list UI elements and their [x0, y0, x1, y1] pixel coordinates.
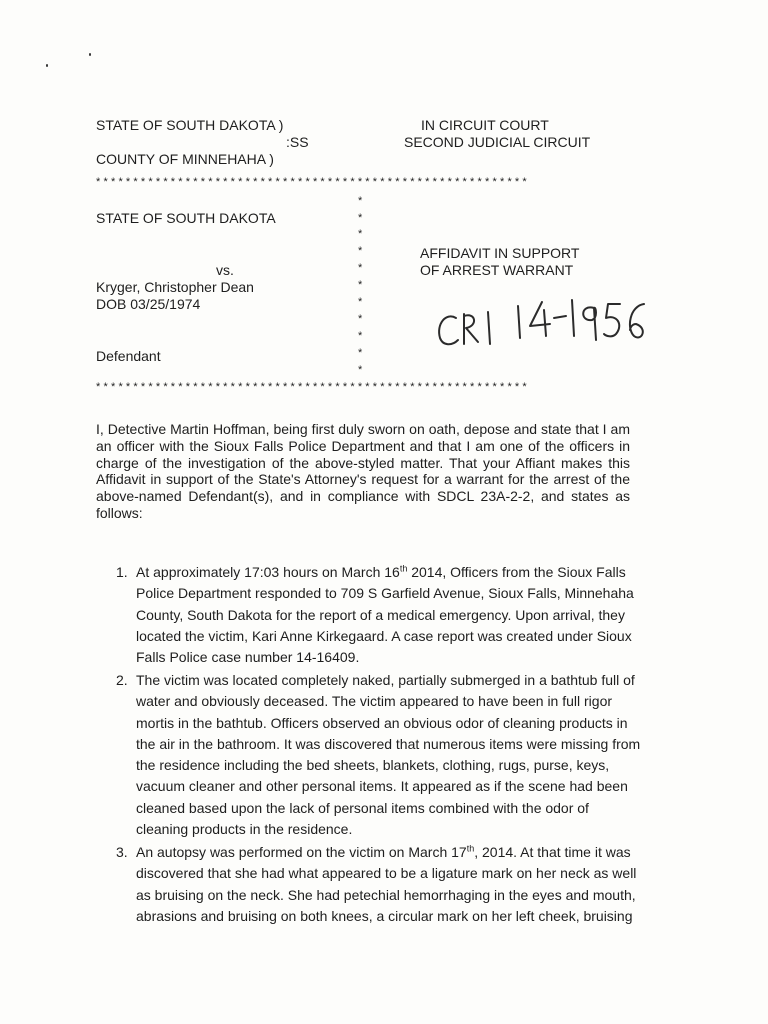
plaintiff: STATE OF SOUTH DAKOTA — [96, 210, 276, 226]
scan-speck — [46, 64, 48, 67]
ss-line: :SS — [286, 134, 309, 150]
document-title-line-1: AFFIDAVIT IN SUPPORT — [420, 245, 580, 261]
versus: vs. — [216, 262, 234, 278]
defendant-dob: DOB 03/25/1974 — [96, 296, 201, 312]
column-star: * — [358, 364, 363, 376]
column-star: * — [358, 212, 363, 224]
star-rule-bottom: ********************************************************** — [96, 381, 530, 393]
state-line: STATE OF SOUTH DAKOTA ) — [96, 117, 284, 133]
column-star: * — [358, 245, 363, 257]
defendant-name: Kryger, Christopher Dean — [96, 279, 254, 295]
column-star: * — [358, 279, 363, 291]
column-star: * — [358, 330, 363, 342]
item-number: 2. — [116, 672, 128, 688]
court-line-2: SECOND JUDICIAL CIRCUIT — [404, 134, 591, 150]
handwritten-case-number — [430, 292, 650, 362]
item-text: At approximately 17:03 hours on March 16th 2014, Officers from the Sioux Falls Police Department responded to 709 S Garfield Avenue, Sioux Falls, Minnehaha County, South Dakota for the report of a medical emergency. Upon arrival, they located the victim, Kari Anne Kirkegaard. A case report was created under Sioux Falls Police case number 14-16409. — [136, 563, 634, 666]
scan-speck — [89, 53, 91, 56]
defendant-label: Defendant — [96, 348, 161, 364]
column-star: * — [358, 296, 363, 308]
item-number: 1. — [116, 564, 128, 580]
item-number: 3. — [116, 844, 128, 860]
court-line-1: IN CIRCUIT COURT — [421, 117, 549, 133]
column-star: * — [358, 195, 363, 207]
intro-paragraph: I, Detective Martin Hoffman, being first duly sworn on oath, depose and state that I am an officer with the Sioux Falls Police Department and that I am one of the officers in charge of the investigation of the above-styled matter. That your Affiant makes this Affidavit in support of the State's Attorney's request for a warrant for the arrest of the above-named Defendant(s), and in compliance with SDCL 23A-2-2, and states as follows: — [96, 421, 630, 521]
handwritten-case-number-text: CR1 14-1956 — [430, 360, 436, 361]
county-line: COUNTY OF MINNEHAHA ) — [96, 151, 274, 167]
star-rule-top: ********************************************************** — [96, 176, 530, 188]
column-star: * — [358, 313, 363, 325]
item-text: An autopsy was performed on the victim on March 17th, 2014. At that time it was discovered that she had what appeared to be a ligature mark on her neck as well as bruising on the neck. She had petechial hemorrhaging in the eyes and mouth, abrasions and bruising on both knees, a circular mark on her left cheek, bruising — [136, 843, 637, 924]
column-star: * — [358, 228, 363, 240]
column-star: * — [358, 262, 363, 274]
column-star: * — [358, 347, 363, 359]
item-text: The victim was located completely naked, partially submerged in a bathtub full of water and obviously deceased. The victim appeared to have been in full rigor mortis in the bathtub. Officers observed an obvious odor of cleaning products in the air in the bathroom. It was discovered that numerous items were missing from the residence including the bed sheets, blankets, clothing, rugs, purse, keys, vacuum cleaner and other personal items. It appeared as if the scene had been cleaned based upon the lack of personal items combined with the odor of cleaning products in the residence. — [136, 672, 641, 838]
document-title-line-2: OF ARREST WARRANT — [420, 262, 574, 278]
